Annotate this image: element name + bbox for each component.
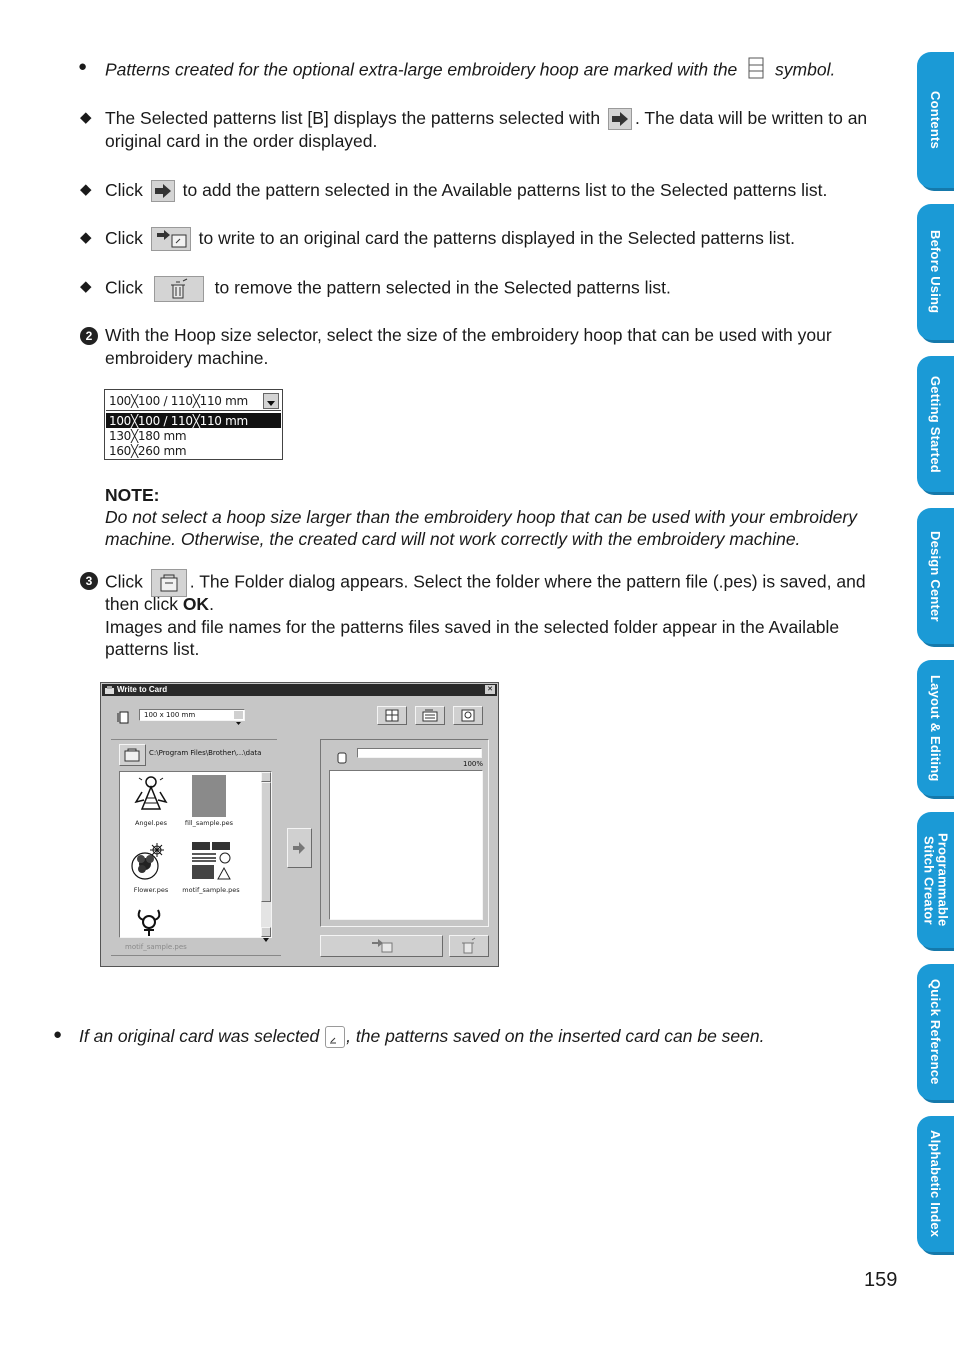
step3-line4: patterns list. (105, 639, 200, 659)
file-name: Flower.pes (133, 886, 169, 894)
card-capacity-bar (357, 748, 482, 758)
dialog-add-button[interactable] (287, 828, 312, 868)
dialog-title-bar (102, 684, 497, 696)
diamond-bullet-icon: ◆ (80, 181, 92, 198)
remove-text: to remove the pattern selected in the Selected patterns list. (214, 277, 671, 298)
click-label: Click (105, 277, 143, 298)
hoop-option[interactable] (106, 428, 281, 443)
tab-label: Before Using (928, 230, 943, 314)
diamond-bullet-icon: ◆ (80, 109, 92, 126)
step3-text: . The Folder dialog appears. Select the folder where the pattern file (.pes) is saved, and (189, 571, 866, 592)
selected-patterns-list[interactable] (329, 770, 483, 920)
tab-alphabetic-index[interactable] (917, 1116, 954, 1252)
scroll-up-icon[interactable] (261, 772, 271, 782)
divider (111, 955, 281, 956)
write-to-card-button[interactable] (151, 227, 191, 251)
hoop-option[interactable] (106, 443, 281, 458)
add-instruction (105, 179, 827, 202)
tab-label: Programmable Stitch Creator (921, 833, 951, 927)
tab-layout-editing[interactable] (917, 660, 954, 796)
flower-pattern-thumbnail[interactable] (130, 842, 166, 887)
remove-pattern-button[interactable] (154, 276, 204, 302)
step2-line2: embroidery machine. (105, 348, 269, 368)
click-label: Click (105, 180, 143, 200)
selected-list-text-after: . The data will be written to an (635, 108, 868, 128)
available-patterns-list[interactable] (119, 771, 272, 938)
xl-symbol-note (105, 57, 835, 85)
dialog-write-button[interactable] (320, 935, 443, 957)
remove-instruction (105, 276, 671, 302)
card-reader-button[interactable] (453, 706, 483, 725)
card-capacity-icon (337, 748, 347, 769)
ok-label: OK (182, 594, 210, 614)
bullet-dot: ● (78, 58, 88, 75)
dialog-title: Write to Card (117, 685, 168, 694)
step3-line1 (105, 569, 866, 597)
hoop-option-label: 130╳180 mm (109, 429, 187, 443)
bullet-dot: ● (53, 1026, 63, 1043)
tab-before-using[interactable] (917, 204, 954, 340)
selected-list-line2: original card in the order displayed. (105, 131, 378, 151)
card-contents-button[interactable] (415, 706, 445, 725)
motif-sample-thumbnail[interactable] (190, 840, 234, 889)
file-name: motif_sample.pes (182, 886, 240, 894)
original-card-icon (325, 1026, 345, 1048)
footnote-text-after: , the patterns saved on the inserted card can be seen. (346, 1026, 765, 1046)
dropdown-arrow-icon[interactable] (263, 393, 279, 409)
step3-then-click: then click (105, 594, 183, 614)
selected-patterns-panel (320, 739, 489, 927)
tab-label: Contents (928, 91, 943, 149)
extra-large-hoop-icon (748, 57, 764, 85)
write-instruction (105, 227, 795, 251)
scroll-down-icon[interactable] (261, 927, 271, 937)
scroll-thumb[interactable] (261, 782, 271, 902)
tab-label: Quick Reference (928, 979, 943, 1085)
step-number-3: 3 (80, 572, 98, 590)
add-text: to add the pattern selected in the Available patterns list to the Selected patterns list. (182, 180, 828, 200)
tab-label: Alphabetic Index (928, 1130, 943, 1238)
add-pattern-button[interactable] (151, 180, 175, 202)
click-label: Click (105, 228, 143, 248)
tab-label: Design Center (928, 530, 943, 622)
step3-line2 (105, 593, 214, 616)
hoop-option-label: 160╳260 mm (109, 444, 187, 458)
tab-programmable-stitch-creator[interactable] (917, 812, 954, 948)
app-icon (105, 686, 114, 698)
hoop-size-current[interactable] (106, 391, 281, 411)
angel-pattern-thumbnail[interactable] (134, 774, 168, 821)
hoop-size-selector[interactable] (104, 389, 283, 460)
selected-list-text: The Selected patterns list [B] displays the patterns selected with (105, 108, 601, 128)
note-heading: NOTE: (105, 485, 160, 505)
dialog-hoop-select[interactable] (139, 709, 245, 721)
dialog-remove-button[interactable] (449, 935, 489, 957)
xl-note-text-before: Patterns created for the optional extra-large embroidery hoop are marked with the (105, 59, 738, 80)
diamond-bullet-icon: ◆ (80, 229, 92, 246)
tab-quick-reference[interactable] (917, 964, 954, 1100)
tab-label: Layout & Editing (928, 674, 943, 782)
hoop-icon (117, 708, 131, 729)
step-number-2: 2 (80, 327, 98, 345)
dialog-hoop-value: 100 x 100 mm (144, 711, 196, 719)
capacity-percent: 100% (463, 760, 484, 768)
write-text: to write to an original card the patterns displayed in the Selected patterns list. (198, 228, 795, 248)
selected-list-paragraph (105, 107, 867, 130)
divider (111, 739, 277, 740)
click-label: Click (105, 571, 143, 592)
pattern-thumbnail-partial[interactable] (134, 906, 164, 941)
step2-line1: With the Hoop size selector, select the size of the embroidery hoop that can be used with your (105, 325, 832, 345)
dialog-folder-button[interactable] (119, 744, 146, 766)
step3-period: . (209, 594, 214, 614)
xl-note-text-after: symbol. (775, 59, 836, 80)
dropdown-arrow-icon[interactable] (234, 711, 243, 719)
step3-line3: Images and file names for the patterns files saved in the selected folder appear in the Available (105, 617, 840, 637)
write-to-card-dialog (100, 682, 499, 967)
note-line1: Do not select a hoop size larger than the embroidery hoop that can be used with your embroidery (105, 507, 857, 527)
view-list-button[interactable] (377, 706, 407, 725)
list-scrollbar[interactable] (261, 772, 271, 937)
footnote-text-before: If an original card was selected (79, 1026, 320, 1046)
status-text: motif_sample.pes (125, 943, 187, 951)
tab-getting-started[interactable] (917, 356, 954, 492)
footnote (79, 1025, 764, 1048)
hoop-option-label: 100╳100 / 110╳110 mm (109, 414, 248, 428)
diamond-bullet-icon: ◆ (80, 278, 92, 295)
page-number: 159 (864, 1269, 898, 1291)
hoop-option[interactable] (106, 413, 281, 428)
close-icon[interactable]: ✕ (485, 685, 495, 694)
file-name: fill_sample.pes (184, 819, 234, 827)
hoop-selected-value: 100╳100 / 110╳110 mm (109, 394, 248, 408)
tab-design-center[interactable] (917, 508, 954, 644)
folder-path: C:\Program Files\Brother\...\data (149, 749, 262, 757)
add-arrow-icon (608, 108, 632, 130)
fill-sample-thumbnail[interactable] (192, 775, 226, 817)
tab-label: Getting Started (928, 375, 943, 473)
tab-contents[interactable] (917, 52, 954, 188)
note-line2: machine. Otherwise, the created card will not work correctly with the embroidery machine. (105, 529, 801, 549)
file-name: Angel.pes (134, 819, 168, 827)
